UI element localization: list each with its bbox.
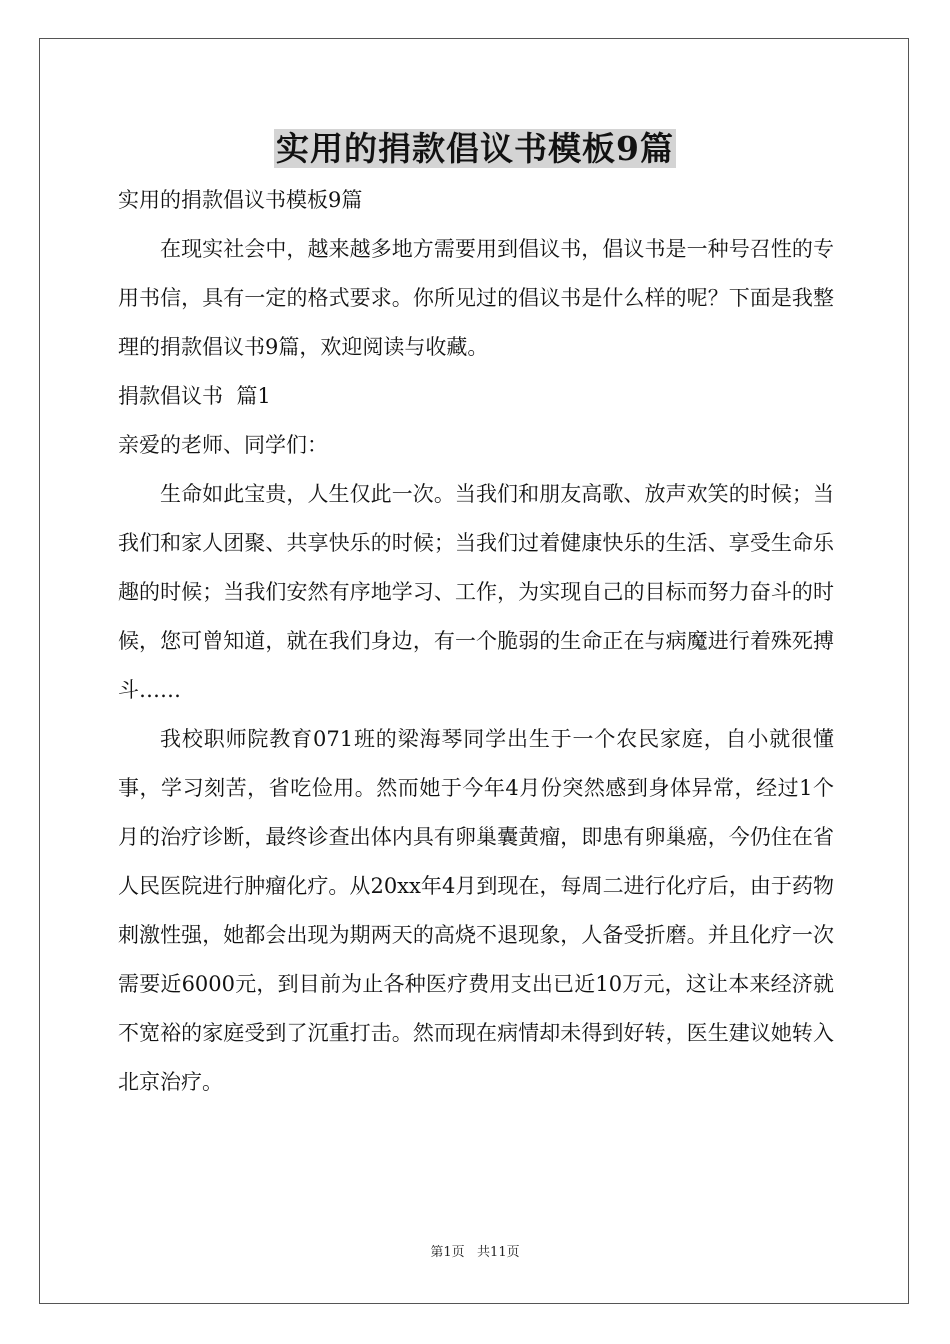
intro-paragraph: 在现实社会中，越来越多地方需要用到倡议书，倡议书是一种号召性的专用书信，具有一定的格式要求。你所见过的倡议书是什么样的呢？下面是我整理的捐款倡议书9篇，欢迎阅读与收藏。 — [118, 237, 834, 359]
body-paragraph-2: 我校职师院教育071班的梁海琴同学出生于一个农民家庭，自小就很懂事，学习刻苦，省吃俭用。然而她于今年4月份突然感到身体异常，经过1个月的治疗诊断，最终诊查出体内具有卵巢囊黄瘤，即患有卵巢癌，今仍住在省人民医院进行肿瘤化疗。从20xx年4月到现在，每周二进行化疗后，由于药物刺激性强，她都会出现为期两天的高烧不退现象，人备受折磨。并且化疗一次需要近6000元，到目前为止各种医疗费用支出已近10万元，这让本来经济就不宽裕的家庭受到了沉重打击。然而现在病情却未得到好转，医生建议她转入北京治疗。 — [118, 727, 834, 1094]
salutation: 亲爱的老师、同学们： — [118, 433, 328, 457]
document-body — [118, 176, 834, 1107]
page-footer: 第1页 共11页 — [430, 1245, 520, 1260]
body-paragraph-1: 生命如此宝贵，人生仅此一次。当我们和朋友高歌、放声欢笑的时候；当我们和家人团聚、共享快乐的时候；当我们过着健康快乐的生活、享受生命乐趣的时候；当我们安然有序地学习、工作，为实现自己的目标而努力奋斗的时候，您可曾知道，就在我们身边，有一个脆弱的生命正在与病魔进行着殊死搏斗…… — [118, 482, 834, 702]
subtitle-paragraph: 实用的捐款倡议书模板9篇 — [118, 188, 363, 212]
section-heading: 捐款倡议书 篇1 — [118, 384, 271, 408]
document-title-text: 实用的捐款倡议书模板9篇 — [276, 129, 674, 168]
document-title — [0, 124, 950, 174]
